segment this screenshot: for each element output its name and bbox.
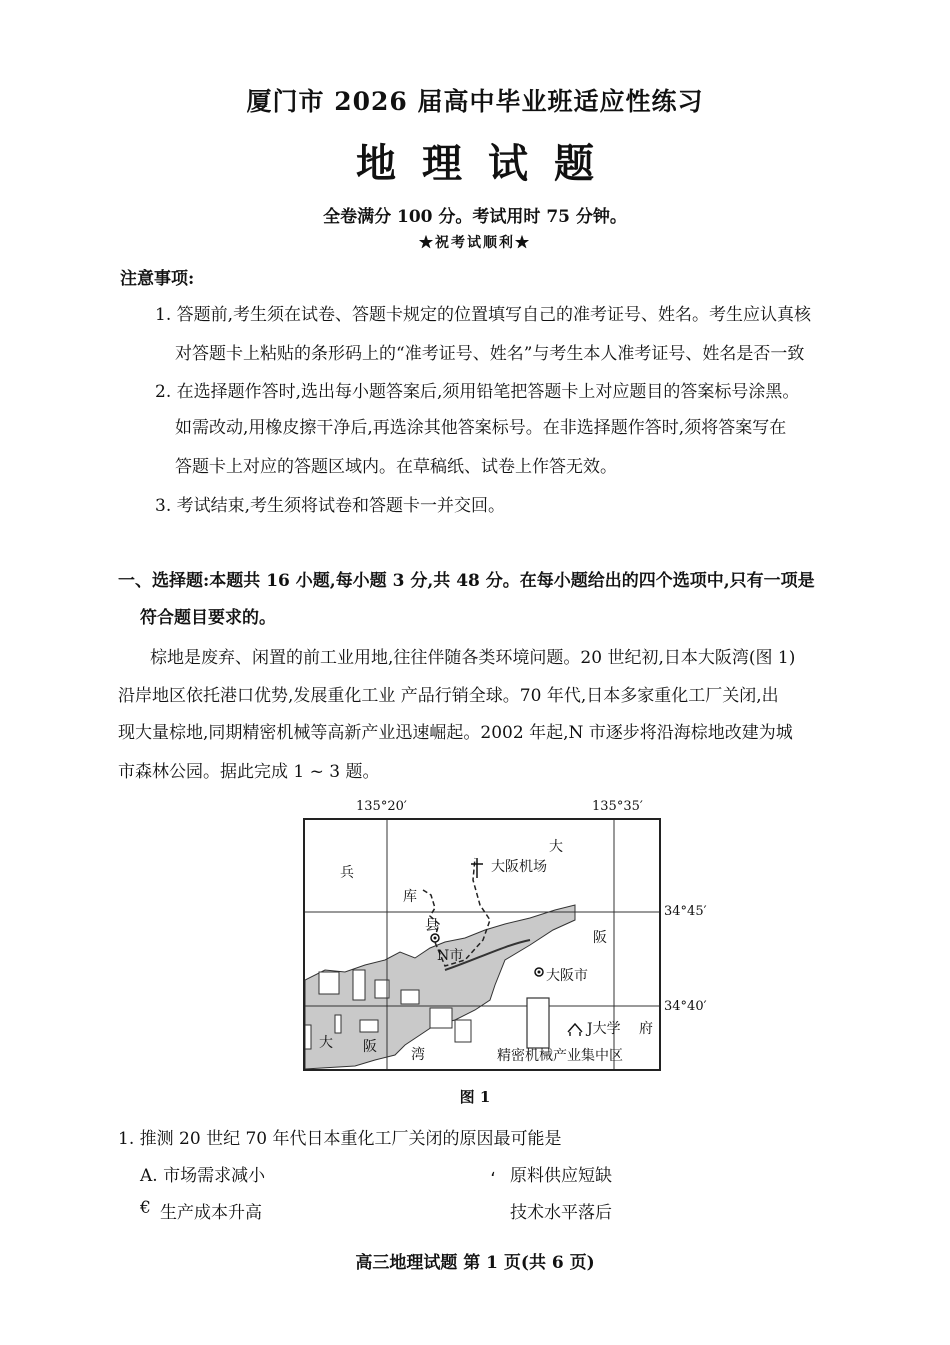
osaka-bay-map (303, 818, 661, 1071)
page-footer: 高三地理试题 第 1 页(共 6 页) (355, 1253, 595, 1273)
score-info: 全卷满分 100 分。考试用时 75 分钟。 (323, 207, 627, 227)
notice-heading: 注意事项: (120, 269, 195, 289)
passage-line: 市森林公园。据此完成 1 ~ 3 题。 (118, 762, 380, 782)
university-icon (568, 1024, 582, 1036)
option-d: 技术水平落后 (510, 1203, 612, 1223)
reclaimed-island (455, 1020, 471, 1042)
label-osaka-city: 大阪市 (546, 968, 588, 984)
label-hyogo-2: 库 (403, 889, 417, 905)
passage-line: 沿岸地区依托港口优势,发展重化工业 产品行销全球。70 年代,日本多家重化工厂关闭,出 (118, 686, 779, 706)
latitude-label-top: 34°45′ (664, 904, 707, 919)
label-hyogo-3: 县 (425, 918, 439, 934)
exam-subtitle: 厦门市 2026 届高中毕业班适应性练习 (246, 87, 704, 116)
notice-item: 答题卡上对应的答题区域内。在草稿纸、试卷上作答无效。 (175, 457, 617, 477)
longitude-label-right: 135°35′ (592, 799, 643, 814)
label-airport: 大阪机场 (491, 859, 547, 875)
passage-line: 棕地是废弃、闲置的前工业用地,往往伴随各类环境问题。20 世纪初,日本大阪湾(图 1) (150, 648, 796, 668)
label-hyogo-1: 兵 (340, 865, 354, 881)
option-b-mark: ، (490, 1161, 496, 1181)
notice-item: 1. 答题前,考生须在试卷、答题卡规定的位置填写自己的准考证号、姓名。考生应认真核 (155, 305, 812, 325)
label-osaka-pref-2: 阪 (593, 930, 607, 946)
section-heading-cont: 符合题目要求的。 (140, 608, 276, 628)
question-stem: 1. 推测 20 世纪 70 年代日本重化工厂关闭的原因最可能是 (118, 1129, 562, 1149)
notice-item: 2. 在选择题作答时,选出每小题答案后,须用铅笔把答题卡上对应题目的答案标号涂黑。 (155, 382, 800, 402)
option-b: 原料供应短缺 (510, 1166, 612, 1186)
label-n-city: N市 (437, 948, 464, 964)
exam-title: 地理试题 (356, 140, 620, 187)
label-industry-zone: 精密机械产业集中区 (497, 1048, 623, 1064)
notice-item: 如需改动,用橡皮擦干净后,再选涂其他答案标号。在非选择题作答时,须将答案写在 (175, 418, 787, 438)
passage-line: 现大量棕地,同期精密机械等高新产业迅速崛起。2002 年起,N 市逐步将沿海棕地改建为城 (118, 723, 793, 743)
longitude-label-left: 135°20′ (356, 799, 407, 814)
good-luck-line: ★祝考试顺利★ (419, 235, 531, 251)
latitude-label-bottom: 34°40′ (664, 999, 707, 1014)
option-c-mark: € (140, 1198, 151, 1218)
airport-icon (471, 858, 483, 878)
figure-caption: 图 1 (459, 1088, 491, 1106)
reclaimed-island (353, 970, 365, 1000)
reclaimed-island (401, 990, 419, 1004)
reclaimed-island (335, 1015, 341, 1033)
reclaimed-island (360, 1020, 378, 1032)
label-bay-1: 大 (319, 1035, 333, 1051)
label-osaka-pref-1: 大 (549, 839, 563, 855)
option-c: 生产成本升高 (160, 1203, 262, 1223)
section-heading: 一、选择题:本题共 16 小题,每小题 3 分,共 48 分。在每小题给出的四个选项中,只有一项是 (118, 571, 815, 591)
label-j-university: J大学 (587, 1021, 621, 1037)
reclaimed-island (430, 1008, 452, 1028)
industry-zone-box (527, 998, 549, 1048)
notice-item: 对答题卡上粘贴的条形码上的“准考证号、姓名”与考生本人准考证号、姓名是否一致 (175, 344, 805, 364)
option-a: A. 市场需求减小 (140, 1166, 266, 1186)
label-bay-2: 阪 (363, 1039, 377, 1055)
reclaimed-island (305, 1025, 311, 1049)
reclaimed-island (319, 972, 339, 994)
label-bay-3: 湾 (411, 1047, 425, 1063)
label-osaka-pref-3: 府 (639, 1021, 653, 1037)
notice-item: 3. 考试结束,考生须将试卷和答题卡一并交回。 (155, 496, 506, 516)
